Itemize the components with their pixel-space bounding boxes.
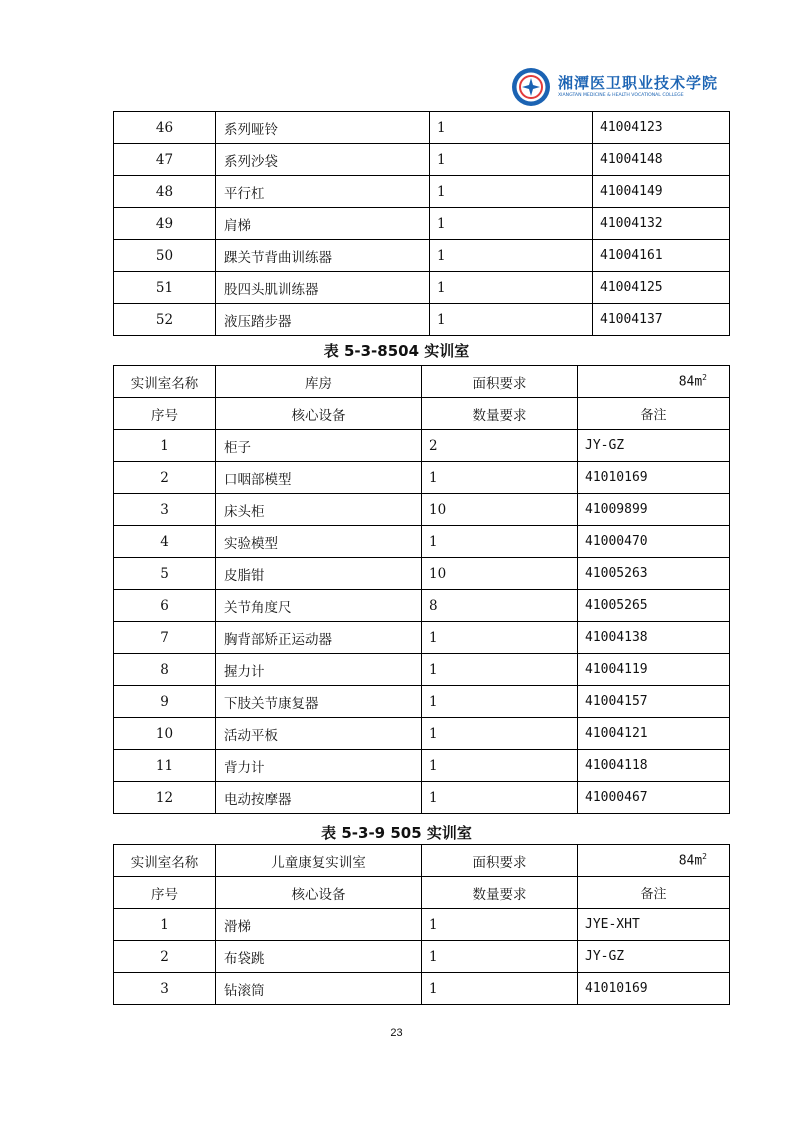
cell-index: 7 — [114, 622, 216, 654]
equipment-table-505 — [113, 844, 730, 1005]
cell-index: 5 — [114, 558, 216, 590]
table-row — [114, 909, 730, 941]
cell-quantity: 1 — [430, 144, 593, 176]
cell-quantity: 1 — [430, 112, 593, 144]
cell-equipment: 系列哑铃 — [216, 112, 430, 144]
cell-quantity: 10 — [422, 558, 578, 590]
room-label: 实训室名称 — [114, 845, 216, 877]
cell-remark: 41009899 — [578, 494, 730, 526]
cell-remark: 41004132 — [593, 208, 730, 240]
table-column-headers — [114, 877, 730, 909]
cell-index: 1 — [114, 430, 216, 462]
table-row — [114, 686, 730, 718]
table-header-room — [114, 845, 730, 877]
cell-remark: 41004149 — [593, 176, 730, 208]
cell-index: 2 — [114, 941, 216, 973]
room-name: 库房 — [216, 366, 422, 398]
cell-remark: 41010169 — [578, 462, 730, 494]
table-row — [114, 430, 730, 462]
col-header-quantity: 数量要求 — [422, 398, 578, 430]
room-name: 儿童康复实训室 — [216, 845, 422, 877]
table-row — [114, 494, 730, 526]
cell-index: 48 — [114, 176, 216, 208]
cell-quantity: 1 — [430, 272, 593, 304]
table-row — [114, 462, 730, 494]
cell-equipment: 平行杠 — [216, 176, 430, 208]
cell-quantity: 2 — [422, 430, 578, 462]
cell-remark: 41004119 — [578, 654, 730, 686]
cell-equipment: 口咽部模型 — [216, 462, 422, 494]
table-row — [114, 622, 730, 654]
cell-quantity: 1 — [422, 526, 578, 558]
table-row — [114, 654, 730, 686]
cell-equipment: 背力计 — [216, 750, 422, 782]
table-caption-8504: 表 5-3-8504 实训室 — [323, 342, 470, 360]
cell-remark: 41004123 — [593, 112, 730, 144]
table-row — [114, 112, 730, 144]
cell-equipment: 活动平板 — [216, 718, 422, 750]
area-label: 面积要求 — [422, 845, 578, 877]
cell-index: 47 — [114, 144, 216, 176]
cell-quantity: 1 — [430, 176, 593, 208]
cell-remark: 41004118 — [578, 750, 730, 782]
table-row — [114, 144, 730, 176]
cell-equipment: 滑梯 — [216, 909, 422, 941]
cell-quantity: 1 — [430, 208, 593, 240]
cell-equipment: 床头柜 — [216, 494, 422, 526]
cell-remark: 41000467 — [578, 782, 730, 814]
table-row — [114, 272, 730, 304]
cell-remark: 41004138 — [578, 622, 730, 654]
table-row — [114, 590, 730, 622]
col-header-remark: 备注 — [578, 398, 730, 430]
table-row — [114, 208, 730, 240]
cell-quantity: 8 — [422, 590, 578, 622]
cell-index: 2 — [114, 462, 216, 494]
cell-equipment: 股四头肌训练器 — [216, 272, 430, 304]
cell-quantity: 1 — [422, 622, 578, 654]
equipment-table-8504 — [113, 365, 730, 814]
page-number: 23 — [390, 1027, 403, 1039]
cell-remark: 41005265 — [578, 590, 730, 622]
cell-index: 11 — [114, 750, 216, 782]
cell-remark: 41005263 — [578, 558, 730, 590]
table-row — [114, 176, 730, 208]
cell-index: 10 — [114, 718, 216, 750]
cell-equipment: 液压踏步器 — [216, 304, 430, 336]
cell-quantity: 1 — [430, 304, 593, 336]
room-label: 实训室名称 — [114, 366, 216, 398]
cell-equipment: 关节角度尺 — [216, 590, 422, 622]
col-header-equipment: 核心设备 — [216, 877, 422, 909]
cell-quantity: 1 — [422, 782, 578, 814]
table-header-room — [114, 366, 730, 398]
cell-quantity: 1 — [422, 750, 578, 782]
cell-quantity: 1 — [422, 718, 578, 750]
cell-index: 51 — [114, 272, 216, 304]
college-logo — [510, 66, 719, 108]
table-row — [114, 750, 730, 782]
cell-remark: 41000470 — [578, 526, 730, 558]
table-column-headers — [114, 398, 730, 430]
cell-quantity: 1 — [422, 686, 578, 718]
cell-index: 1 — [114, 909, 216, 941]
cell-index: 49 — [114, 208, 216, 240]
cell-quantity: 1 — [422, 973, 578, 1005]
cell-index: 46 — [114, 112, 216, 144]
cell-index: 8 — [114, 654, 216, 686]
cell-quantity: 1 — [422, 462, 578, 494]
equipment-table-continued — [113, 111, 730, 336]
cell-remark: JY-GZ — [578, 430, 730, 462]
table-row — [114, 304, 730, 336]
area-label: 面积要求 — [422, 366, 578, 398]
cell-index: 4 — [114, 526, 216, 558]
cell-equipment: 钻滚筒 — [216, 973, 422, 1005]
cell-equipment: 肩梯 — [216, 208, 430, 240]
cell-equipment: 皮脂钳 — [216, 558, 422, 590]
cell-quantity: 1 — [422, 941, 578, 973]
cell-remark: 41004148 — [593, 144, 730, 176]
cell-index: 52 — [114, 304, 216, 336]
cell-equipment: 实验模型 — [216, 526, 422, 558]
cell-remark: 41004161 — [593, 240, 730, 272]
col-header-index: 序号 — [114, 398, 216, 430]
table-row — [114, 782, 730, 814]
cell-remark: 41004137 — [593, 304, 730, 336]
cell-equipment: 柜子 — [216, 430, 422, 462]
cell-quantity: 1 — [422, 654, 578, 686]
cell-equipment: 布袋跳 — [216, 941, 422, 973]
cell-remark: 41010169 — [578, 973, 730, 1005]
cell-remark: JYE-XHT — [578, 909, 730, 941]
cell-index: 3 — [114, 973, 216, 1005]
cell-remark: JY-GZ — [578, 941, 730, 973]
cell-quantity: 10 — [422, 494, 578, 526]
area-value: $84m^2$ — [578, 845, 730, 877]
table-row — [114, 558, 730, 590]
cell-quantity: 1 — [430, 240, 593, 272]
cell-equipment: 电动按摩器 — [216, 782, 422, 814]
logo-college-name: 湘潭医卫职业技术学院 — [558, 74, 719, 92]
cell-index: 12 — [114, 782, 216, 814]
cell-quantity: 1 — [422, 909, 578, 941]
table-caption-505: 表 5-3-9 505 实训室 — [321, 824, 472, 842]
col-header-remark: 备注 — [578, 877, 730, 909]
col-header-quantity: 数量要求 — [422, 877, 578, 909]
col-header-index: 序号 — [114, 877, 216, 909]
logo-college-name-en: XIANGTAN MEDICINE & HEALTH VOCATIONAL COLLEGE — [558, 93, 684, 98]
table-row — [114, 973, 730, 1005]
cell-index: 9 — [114, 686, 216, 718]
table-row — [114, 240, 730, 272]
cell-index: 6 — [114, 590, 216, 622]
col-header-equipment: 核心设备 — [216, 398, 422, 430]
cell-remark: 41004121 — [578, 718, 730, 750]
cell-index: 3 — [114, 494, 216, 526]
cell-remark: 41004157 — [578, 686, 730, 718]
college-emblem-icon — [510, 66, 554, 108]
table-row — [114, 718, 730, 750]
cell-index: 50 — [114, 240, 216, 272]
cell-remark: 41004125 — [593, 272, 730, 304]
cell-equipment: 握力计 — [216, 654, 422, 686]
cell-equipment: 胸背部矫正运动器 — [216, 622, 422, 654]
area-value: $84m^2$ — [578, 366, 730, 398]
table-row — [114, 526, 730, 558]
cell-equipment: 系列沙袋 — [216, 144, 430, 176]
table-row — [114, 941, 730, 973]
cell-equipment: 踝关节背曲训练器 — [216, 240, 430, 272]
cell-equipment: 下肢关节康复器 — [216, 686, 422, 718]
